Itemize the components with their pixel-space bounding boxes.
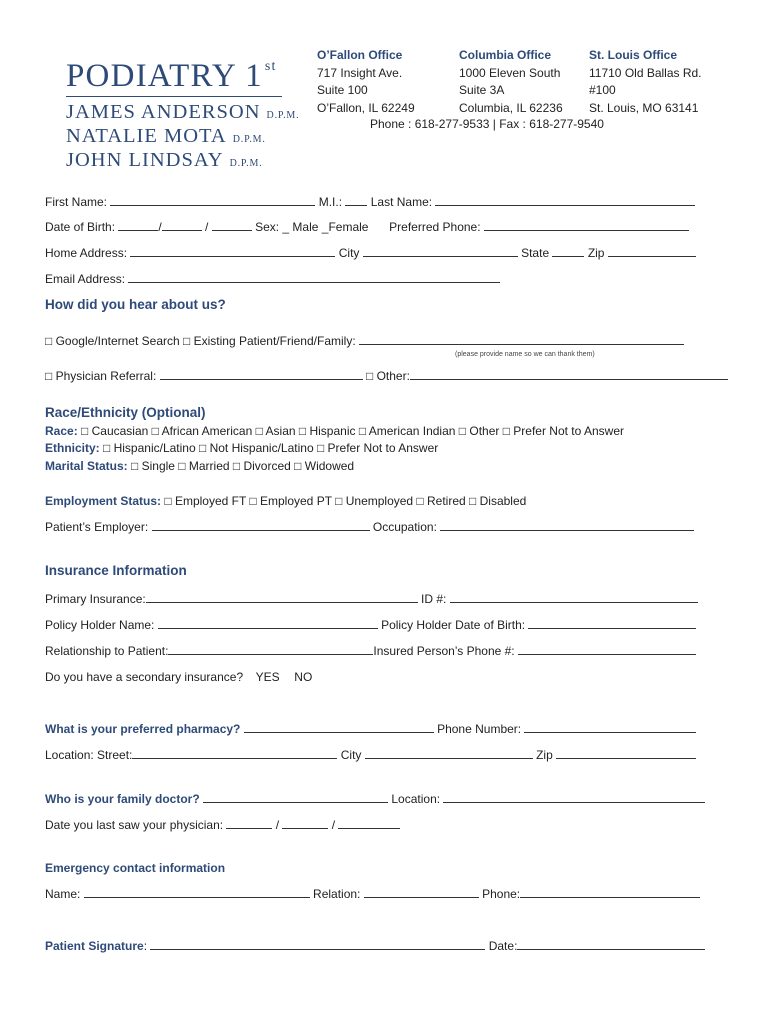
- pharmacy-row: What is your preferred pharmacy? Phone Number:: [45, 721, 711, 737]
- contact-phone-fax: Phone : 618-277-9533 | Fax : 618-277-9540: [370, 117, 604, 131]
- pharmacy-location-row: Location: Street: City Zip: [45, 747, 711, 763]
- insurance-id-field[interactable]: [450, 591, 698, 603]
- race-ethnicity-heading: Race/Ethnicity (Optional): [45, 405, 206, 420]
- family-doctor-row: Who is your family doctor? Location:: [45, 791, 711, 807]
- doctor-location-field[interactable]: [443, 791, 705, 803]
- secondary-insurance-row: Do you have a secondary insurance? YES NO: [45, 670, 313, 684]
- last-visit-day-field[interactable]: [282, 817, 328, 829]
- doctor-name: JAMES ANDERSON D.P.M.: [66, 101, 300, 123]
- family-doctor-field[interactable]: [203, 791, 388, 803]
- practice-logo: [66, 50, 300, 174]
- primary-insurance-field[interactable]: [146, 591, 418, 603]
- employer-row: Patient’s Employer: Occupation:: [45, 519, 711, 535]
- address-row: Home Address: City State Zip: [45, 245, 711, 261]
- referral-row-2: [45, 368, 711, 384]
- sex-options[interactable]: Sex: _ Male _Female: [255, 220, 369, 234]
- email-field[interactable]: [128, 271, 500, 283]
- emergency-row: Name: Relation: Phone:: [45, 886, 711, 902]
- dob-row: Date of Birth: / / Sex: _ Male _Female Preferred Phone:: [45, 219, 711, 235]
- doctor-name: NATALIE MOTA D.P.M.: [66, 125, 266, 147]
- pharmacy-street-field[interactable]: [132, 747, 337, 759]
- insurance-heading: Insurance Information: [45, 563, 187, 578]
- other-referral-field[interactable]: [410, 368, 728, 380]
- signature-date-field[interactable]: [517, 938, 705, 950]
- name-row: First Name: M.I.: Last Name:: [45, 194, 711, 210]
- dob-year-field[interactable]: [212, 219, 252, 231]
- city-field[interactable]: [363, 245, 518, 257]
- referral-heading: How did you hear about us?: [45, 297, 226, 312]
- employment-options[interactable]: □ Employed FT □ Employed PT □ Unemployed □ Retired □ Disabled: [164, 494, 527, 508]
- last-visit-month-field[interactable]: [226, 817, 272, 829]
- last-name-field[interactable]: [435, 194, 695, 206]
- race-row: Race: □ Caucasian □ African American □ Asian □ Hispanic □ American Indian □ Other □ Prefer Not to Answer: [45, 424, 625, 438]
- ethnicity-row: Ethnicity: □ Hispanic/Latino □ Not Hispanic/Latino □ Prefer Not to Answer: [45, 441, 439, 455]
- signature-field[interactable]: [150, 938, 485, 950]
- doctor-name: JOHN LINDSAY D.P.M.: [66, 149, 263, 171]
- emergency-name-field[interactable]: [84, 886, 310, 898]
- emergency-phone-field[interactable]: [520, 886, 700, 898]
- emergency-relation-field[interactable]: [364, 886, 479, 898]
- employer-field[interactable]: [152, 519, 370, 531]
- pharmacy-zip-field[interactable]: [556, 747, 696, 759]
- google-checkbox[interactable]: □ Google/Internet Search: [45, 334, 180, 348]
- existing-patient-checkbox[interactable]: □ Existing Patient/Friend/Family:: [183, 334, 356, 348]
- ethnicity-options[interactable]: □ Hispanic/Latino □ Not Hispanic/Latino □ Prefer Not to Answer: [103, 441, 439, 455]
- office-columbia: Columbia Office 1000 Eleven South Suite 3A Columbia, IL 62236: [459, 48, 563, 115]
- logo-divider: [66, 96, 282, 97]
- practice-name: PODIATRY 1 $^{st}$: [66, 58, 277, 94]
- occupation-field[interactable]: [440, 519, 694, 531]
- pharmacy-phone-field[interactable]: [524, 721, 696, 733]
- marital-row: Marital Status: □ Single □ Married □ Divorced □ Widowed: [45, 459, 355, 473]
- marital-options[interactable]: □ Single □ Married □ Divorced □ Widowed: [131, 459, 355, 473]
- secondary-yes-option[interactable]: YES: [255, 670, 280, 684]
- pharmacy-field[interactable]: [244, 721, 434, 733]
- preferred-phone-field[interactable]: [484, 219, 689, 231]
- secondary-no-option[interactable]: NO: [294, 670, 313, 684]
- home-address-field[interactable]: [130, 245, 335, 257]
- last-visit-row: Date you last saw your physician: / /: [45, 817, 711, 833]
- physician-referral-checkbox[interactable]: □ Physician Referral:: [45, 369, 157, 383]
- office-stlouis: St. Louis Office 11710 Old Ballas Rd. #100 St. Louis, MO 63141: [589, 48, 702, 115]
- policy-holder-dob-field[interactable]: [528, 617, 696, 629]
- insured-phone-field[interactable]: [518, 643, 696, 655]
- other-checkbox[interactable]: □ Other:: [365, 369, 410, 383]
- referrer-name-field[interactable]: [359, 333, 684, 345]
- zip-field[interactable]: [608, 245, 696, 257]
- policy-holder-row: Policy Holder Name: Policy Holder Date of Birth:: [45, 617, 711, 633]
- dob-month-field[interactable]: [118, 219, 158, 231]
- primary-insurance-row: Primary Insurance: ID #:: [45, 591, 711, 607]
- policy-holder-name-field[interactable]: [158, 617, 378, 629]
- state-field[interactable]: [552, 245, 584, 257]
- middle-initial-field[interactable]: [345, 194, 367, 206]
- referral-row-1: [45, 333, 711, 349]
- relationship-field[interactable]: [168, 643, 373, 655]
- office-ofallon: O’Fallon Office 717 Insight Ave. Suite 100 O’Fallon, IL 62249: [317, 48, 415, 115]
- pharmacy-city-field[interactable]: [365, 747, 533, 759]
- referrer-note: (please provide name so we can thank them): [455, 351, 595, 358]
- emergency-heading: Emergency contact information: [45, 861, 226, 875]
- race-options[interactable]: □ Caucasian □ African American □ Asian □ Hispanic □ American Indian □ Other □ Prefer Not to Answer: [81, 424, 625, 438]
- dob-day-field[interactable]: [162, 219, 202, 231]
- email-row: Email Address:: [45, 271, 711, 287]
- relationship-row: Relationship to Patient: Insured Person’s Phone #:: [45, 643, 711, 659]
- last-visit-year-field[interactable]: [338, 817, 400, 829]
- physician-referral-field[interactable]: [160, 368, 363, 380]
- signature-row: Patient Signature: Date:: [45, 938, 711, 954]
- first-name-field[interactable]: [110, 194, 315, 206]
- employment-row: Employment Status: □ Employed FT □ Employed PT □ Unemployed □ Retired □ Disabled: [45, 494, 527, 508]
